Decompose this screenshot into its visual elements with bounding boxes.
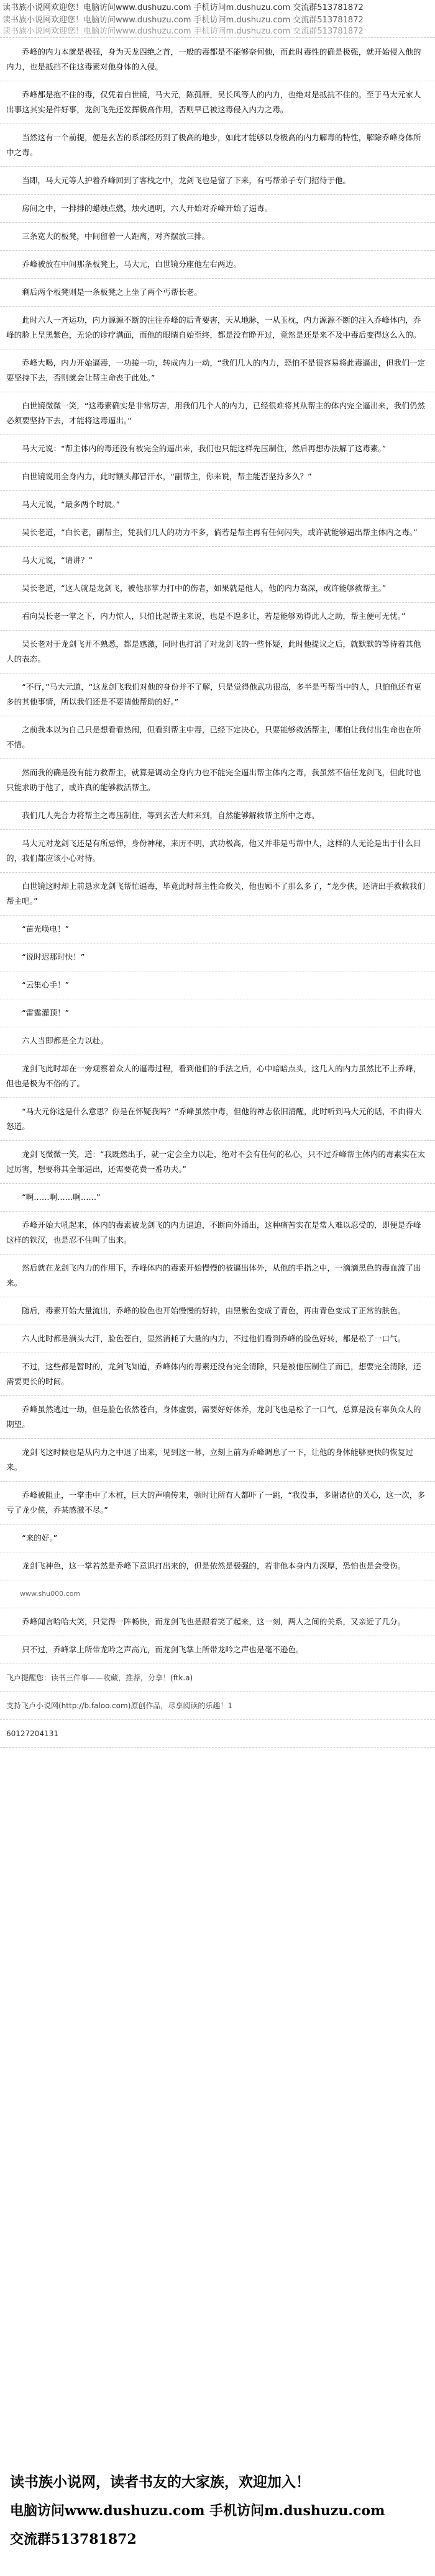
story-paragraph: 此时六人一齐运功，内力源源不断的注往乔峰的后背要害，天从地脉，一从玉枕，内力源源不断的注入乔峰体内，乔峰的脸上呈黑紫色，无论的诊疗满面，而他的眼睛自始至终，都是没有睁开过，竟然是还是来不及中毒后变得这么入的。 — [0, 307, 435, 349]
footer-group-number: 交流群513781872 — [10, 2531, 137, 2547]
story-paragraph: “云集心手！” — [0, 971, 435, 999]
site-banner — [0, 0, 435, 38]
story-paragraph: 白世镜微微一笑，“这毒素确实是非常厉害，用我们几个人的内力，已经很难将其从帮主的体内完全逼出来，我们仍然必须要坚持下去，才能将这毒逼出。” — [0, 392, 435, 435]
story-paragraph: 马大元说：“帮主体内的毒还没有被完全的逼出来，我们也只能这样先压制住，然后再想办法解了这毒素。” — [0, 435, 435, 463]
story-paragraph: 当然这有一个前提，便是玄苦的系部经历到了极高的地步，如此才能够以身极高的内力解毒的特性，解除乔峰身体所中之毒。 — [0, 124, 435, 167]
story-paragraph: “马大元你这是什么意思？你是在怀疑我吗？”乔峰虽然中毒，但他的神志依旧清醒，此时听到马大元的话，不由得大怒道。 — [0, 1098, 435, 1141]
story-paragraph: 六人当即都是全力以赴。 — [0, 1027, 435, 1055]
story-paragraph: “不行，”马大元道，“这龙剑飞我们对他的身份并不了解，只是觉得他武功很高，多半是丐帮当中的人，只怕他还有更多的其他事情，所以我们还是不要请他帮助的好。” — [0, 673, 435, 716]
story-paragraph: “苗光唤电！” — [0, 916, 435, 943]
story-paragraph: 乔峰大喝，内力开始逼毒，一功接一功，转成内力一动，“我们几人的内力，恐怕不是很容易将此毒逼出，但我们一定要坚持下去，否则就会让帮主命丧于此处。” — [0, 349, 435, 392]
story-paragraph: 随后，毒素开始大量流出，乔峰的脸色也开始慢慢的好转，由黑紫色变成了青色，再由青色变成了正常的肤色。 — [0, 1297, 435, 1325]
story-paragraph: 飞卢提醒您：读书三件事——收藏，推荐，分享！(ftk.a) — [0, 1664, 435, 1692]
story-paragraph: 当即，马大元等人护着乔峰回到了客栈之中，龙剑飞也是留了下来，有丐帮弟子专门招待于他。 — [0, 167, 435, 195]
site-notice-line: 读书族小说网欢迎您！电脑访问www.dushuzu.com 手机访问m.dushuzu.com 交流群513781872 — [2, 3, 364, 12]
story-paragraph: 乔峰开始大吼起来，体内的毒素被龙剑飞的内力逼迫，不断向外涌出，这种痛苦实在是常人难以忍受的，即便是乔峰这样的铁汉，也是忍不住叫了出来。 — [0, 1212, 435, 1254]
site-footer — [0, 2458, 435, 2576]
story-paragraph: 乔峰闻言哈哈大笑，只觉得一阵畅快，而龙剑飞也是跟着笑了起来，这一刻，两人之间的关系，又亲近了几分。 — [0, 1608, 435, 1636]
story-paragraph: 吴长老道，“白长老，副帮主，凭我们几人的功力不多，倘若是帮主再有任何闪失，或许就能够逼出帮主体内之毒。” — [0, 519, 435, 547]
site-notice-line-repeat: 读书族小说网欢迎您！电脑访问www.dushuzu.com 手机访问m.dushuzu.com 交流群513781872 — [2, 16, 364, 25]
story-paragraph: 乔峰被阻止，一掌击中了木桩，巨大的声响传来，顿时让所有人都吓了一跳，“我没事，多谢诸位的关心，这一次，多亏了龙少侠，乔某感激不尽。” — [0, 1482, 435, 1524]
story-paragraph: 不过，这些都是暂时的，龙剑飞知道，乔峰体内的毒素还没有完全清除，只是被他压制住了而已，想要完全清除，还需要更长的时间。 — [0, 1353, 435, 1396]
chapter-body — [0, 38, 435, 1748]
story-paragraph: “说时迟那时快！” — [0, 943, 435, 971]
watermark-line: www.shu000.com — [0, 1580, 435, 1608]
story-paragraph: 吴长老对于龙剑飞并不熟悉，都是感激，同时也打消了对龙剑飞的一些怀疑，此时他提议之后，就默默的等待着其他人的表态。 — [0, 631, 435, 673]
story-paragraph: 六人此时都是满头大汗，脸色苍白，显然消耗了大量的内力，不过他们看到乔峰的脸色好转，都是松了一口气。 — [0, 1325, 435, 1353]
story-paragraph: 马大元对龙剑飞还是有所忌惮，身份神秘，来历不明，武功极高，他又并非是丐帮中人，这样的人无论是出于什么目的，我们都应该小心对待。 — [0, 830, 435, 873]
story-paragraph: 马大元说，“请讲？” — [0, 547, 435, 575]
story-paragraph: 我们几人先合力将帮主之毒压制住，等到玄苦大师来到，自然能够解救帮主所中之毒。 — [0, 802, 435, 830]
story-paragraph: 吴长老道，“这人就是龙剑飞，被他那掌力打中的伤者，如果就是他人，他的内力高深，或许能够救帮主。” — [0, 575, 435, 603]
story-paragraph: 乔峰都是抱不住的毒，仅凭着白世镜，马大元，陈孤雁，吴长风等人的内力，也绝对是抵抗不住的。至于马大元家人出事这其实是件好事，龙剑飞先还发挥极高作用，否则早已被这毒侵入内力之毒。 — [0, 81, 435, 124]
site-notice-line-faded: 读书族小说网欢迎您！电脑访问www.dushuzu.com 手机访问m.dushuzu.com 交流群513781872 — [2, 27, 364, 36]
story-paragraph: 三条宽大的板凳，中间留着一人距离，对齐摆放三排。 — [0, 223, 435, 251]
story-paragraph: 只不过，乔峰掌上所带龙吟之声高亢，而龙剑飞掌上所带龙吟之声也是毫不逊色。 — [0, 1636, 435, 1664]
story-paragraph: 房间之中，一排排的蜡烛点燃，烛火通明，六人开始对乔峰开始了逼毒。 — [0, 195, 435, 223]
story-paragraph: 龙剑飞神色，这一掌若然是乔峰下意识打出来的，但是依然是极强的，若非他本身内力深厚，恐怕也是会受伤。 — [0, 1552, 435, 1580]
story-paragraph: 龙剑飞这时候也是从内力之中退了出来，见到这一幕，立刻上前为乔峰调息了一下，让他的身体能够更快的恢复过来。 — [0, 1439, 435, 1482]
story-paragraph: 乔峰被放在中间那条板凳上，马大元，白世镜分座他左右两边。 — [0, 251, 435, 279]
story-paragraph: 然后就在龙剑飞内力的作用下，乔峰体内的毒素开始慢慢的被逼出体外，从他的手指之中，一滴滴黑色的毒血流了出来。 — [0, 1254, 435, 1297]
story-paragraph: 白世镜说用全身内力，此时额头都冒汗水，“副帮主，你来说，帮主能否坚持多久？” — [0, 463, 435, 491]
story-paragraph: 龙剑飞此时却在一旁观察着众人的逼毒过程，看到他们的手法之后，心中暗暗点头，这几人的内力虽然比不上乔峰，但也是极为不俗的了。 — [0, 1055, 435, 1098]
story-paragraph: “来的好。” — [0, 1524, 435, 1552]
story-paragraph: 然而我的确是没有能力救帮主，就算是调动全身内力也不能完全逼出帮主体内之毒，我虽然不信任龙剑飞，但此时也只能求助于他了，或许真的能够救活帮主。 — [0, 759, 435, 802]
story-paragraph: 龙剑飞微微一笑，道：“我既然出手，就一定会全力以赴，绝对不会有任何的私心，只不过乔峰帮主体内的毒素实在太过厉害，想要将其全部逼出，还需要花费一番功夫。” — [0, 1141, 435, 1184]
story-paragraph: 剩后两个板凳则是一条板凳之上坐了两个丐帮长老。 — [0, 279, 435, 307]
story-paragraph: 乔峰的内力本就是极强，身为天龙四绝之首，一般的毒都是不能够奈何他，而此时毒性的确是极强，就开始侵入他的内力，也是抵挡不住这毒素对他身体的入侵。 — [0, 38, 435, 81]
story-paragraph: 乔峰虽然逃过一劫，但是脸色依然苍白，身体虚弱，需要好好休养，龙剑飞也是松了一口气，总算是没有辜负众人的期望。 — [0, 1396, 435, 1439]
story-paragraph: 看向吴长老一掌之下，内力惊人，只怕比起帮主来说，也是不遑多让，若是能够劝得此人之助，帮主便可无忧。” — [0, 603, 435, 631]
story-paragraph: 60127204131 — [0, 1720, 435, 1748]
story-paragraph: 支持飞卢小说网(http://b.faloo.com)原创作品，尽享阅读的乐趣！1 — [0, 1692, 435, 1720]
story-paragraph: 马大元说，“最多两个时辰。” — [0, 491, 435, 519]
story-paragraph: “雷霆灌顶！” — [0, 999, 435, 1027]
footer-site-urls[interactable]: 电脑访问www.dushuzu.com 手机访问m.dushuzu.com — [10, 2503, 385, 2519]
story-paragraph: 之前我本以为自己只是想看看热闹，但看到帮主中毒，已经下定决心，只要能够救活帮主，哪怕让我付出生命也在所不惜。 — [0, 716, 435, 759]
story-paragraph: “啊……啊……啊……” — [0, 1184, 435, 1212]
story-paragraph: 白世镜这时却上前恳求龙剑飞帮忙逼毒，毕竟此时帮主性命攸关，他也顾不了那么多了，“龙少侠，还请出手救救我们帮主吧。” — [0, 873, 435, 916]
footer-slogan: 读书族小说网，读者书友的大家族，欢迎加入！ — [10, 2474, 310, 2490]
